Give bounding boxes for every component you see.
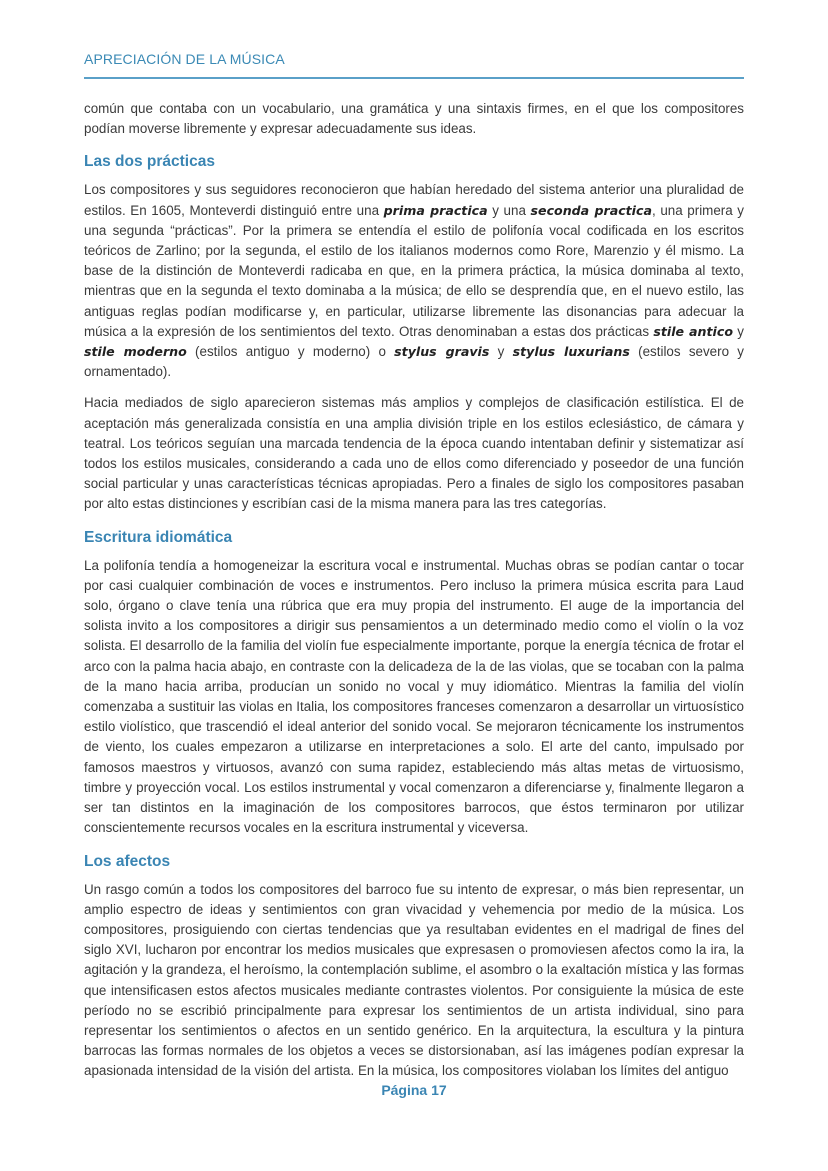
header-divider	[84, 77, 744, 79]
section-heading-las-dos-practicas: Las dos prácticas	[84, 153, 215, 171]
intro-paragraph: común que contaba con un vocabulario, una gramática y una sintaxis firmes, en el que los compositores podían moverse libremente y expresar adecuadamente sus ideas.	[84, 101, 744, 137]
term-stylus-luxurians: stylus luxurians	[512, 344, 630, 360]
page-header	[84, 50, 744, 68]
page-body	[84, 99, 744, 1082]
paragraph-los-afectos: Un rasgo común a todos los compositores del barroco fue su intento de expresar, o más bien representar, un amplio espectro de ideas y sentimientos con gran vivacidad y vehemencia por medio de la música. Los compositores, prosiguiendo con ciertas tendencias que ya resultaban evidentes en el madrigal de fines del siglo XVI, lucharon por encontrar los medios musicales que expresasen o promoviesen afectos como la ira, la agitación y la grandeza, el heroísmo, la contemplación sublime, el asombro o la exaltación mística y las formas que intensificasen estos afectos musicales mediante contrastes violentos. Por consiguiente la música de este período no se escribió principalmente para expresar los sentimientos de un artista individual, sino para representar los sentimientos o afectos en un sentido genérico. En la arquitectura, la escultura y la pintura barrocas las formas normales de los objetos a veces se distorsionaban, así las imágenes podían expresar la apasionada intensidad de la visión del artista. En la música, los compositores violaban los límites del antiguo	[84, 881, 744, 1079]
paragraph-escritura-idiomatica: La polifonía tendía a homogeneizar la escritura vocal e instrumental. Muchas obras se podían cantar o tocar por casi cualquier combinación de voces e instrumentos. Pero incluso la primera música escrita para Laud solo, órgano o clave tenía una rúbrica que era muy propia del instrumento. El auge de la importancia del solista invito a los compositores a dirigir sus pensamientos a un determinado medio como el violín o la voz solista. El desarrollo de la familia del violín fue especialmente importante, porque la energía técnica de frotar el arco con la palma hacia abajo, en contraste con la delicadeza de la de las violas, que se tocaban con la palma de la mano hacia arriba, producían un sonido no vocal y muy idiomático. Mientras la familia del violín comenzaba a sustituir las violas en Italia, los compositores franceses comenzaron a desarrollar un virtuosístico estilo violístico, que trascendió el ideal anterior del sonido vocal. Se mejoraron técnicamente los instrumentos de viento, los cuales empezaron a utilizarse en interpretaciones a solo. El arte del canto, impulsado por famosos maestros y virtuosos, avanzó con suma rapidez, estableciendo más altas metas de virtuosismo, timbre y proyección vocal. Los estilos instrumental y vocal comenzaron a diferenciarse y, finalmente llegaron a ser tan distintos en la imaginación de los compositores barrocos, que éstos terminaron por utilizar conscientemente recursos vocales en la escritura instrumental y viceversa.	[84, 557, 744, 836]
section-heading-los-afectos: Los afectos	[84, 852, 171, 870]
term-stylus-gravis: stylus gravis	[394, 344, 490, 360]
term-seconda-practica: seconda practica	[530, 202, 652, 218]
term-stile-antico: stile antico	[653, 323, 733, 339]
term-stile-moderno: stile moderno	[84, 344, 187, 360]
paragraph-dos-practicas-2: Hacia mediados de siglo aparecieron sistemas más amplios y complejos de clasificación estilística. El de aceptación más generalizada consistía en una amplia división triple en los estilos eclesiástico, de cámara y teatral. Los teóricos seguían una marcada tendencia de la época cuando intentaban definir y sistematizar así todos los estilos musicales, considerando a cada uno de ellos como diferenciado y poseedor de una función social particular y unas características técnicas apropiadas. Pero a finales de siglo los compositores pasaban por alto estas distinciones y escribían casi de la misma manera para las tres categorías.	[84, 395, 744, 512]
section-heading-escritura-idiomatica: Escritura idiomática	[84, 528, 233, 546]
term-prima-practica: prima practica	[383, 202, 488, 218]
page-number: Página 17	[381, 1082, 447, 1098]
paragraph-dos-practicas-1: Los compositores y sus seguidores reconocieron que habían heredado del sistema anterior una pluralidad de estilos. En 1605, Monteverdi distinguió entre una prima practica y una seconda practica, una primera y una segunda “prácticas”. Por la primera se entendía el estilo de polifonía vocal codificada en los escritos teóricos de Zarlino; por la segunda, el estilo de los italianos modernos como Rore, Marenzio y él mismo. La base de la distinción de Monteverdi radicaba en que, en la primera práctica, la música dominaba al texto, mientras que en la segunda el texto dominaba a la música; de ello se desprendía que, en el nuevo estilo, las antiguas reglas podían modificarse y, en particular, utilizarse libremente las disonancias para adecuar la música a la expresión de los sentimientos del texto. Otras denominaban a estas dos prácticas stile antico y stile moderno (estilos antiguo y moderno) o stylus gravis y stylus luxurians (estilos severo y ornamentado).	[84, 182, 745, 380]
running-header-title: APRECIACIÓN DE LA MÚSICA	[84, 51, 285, 67]
